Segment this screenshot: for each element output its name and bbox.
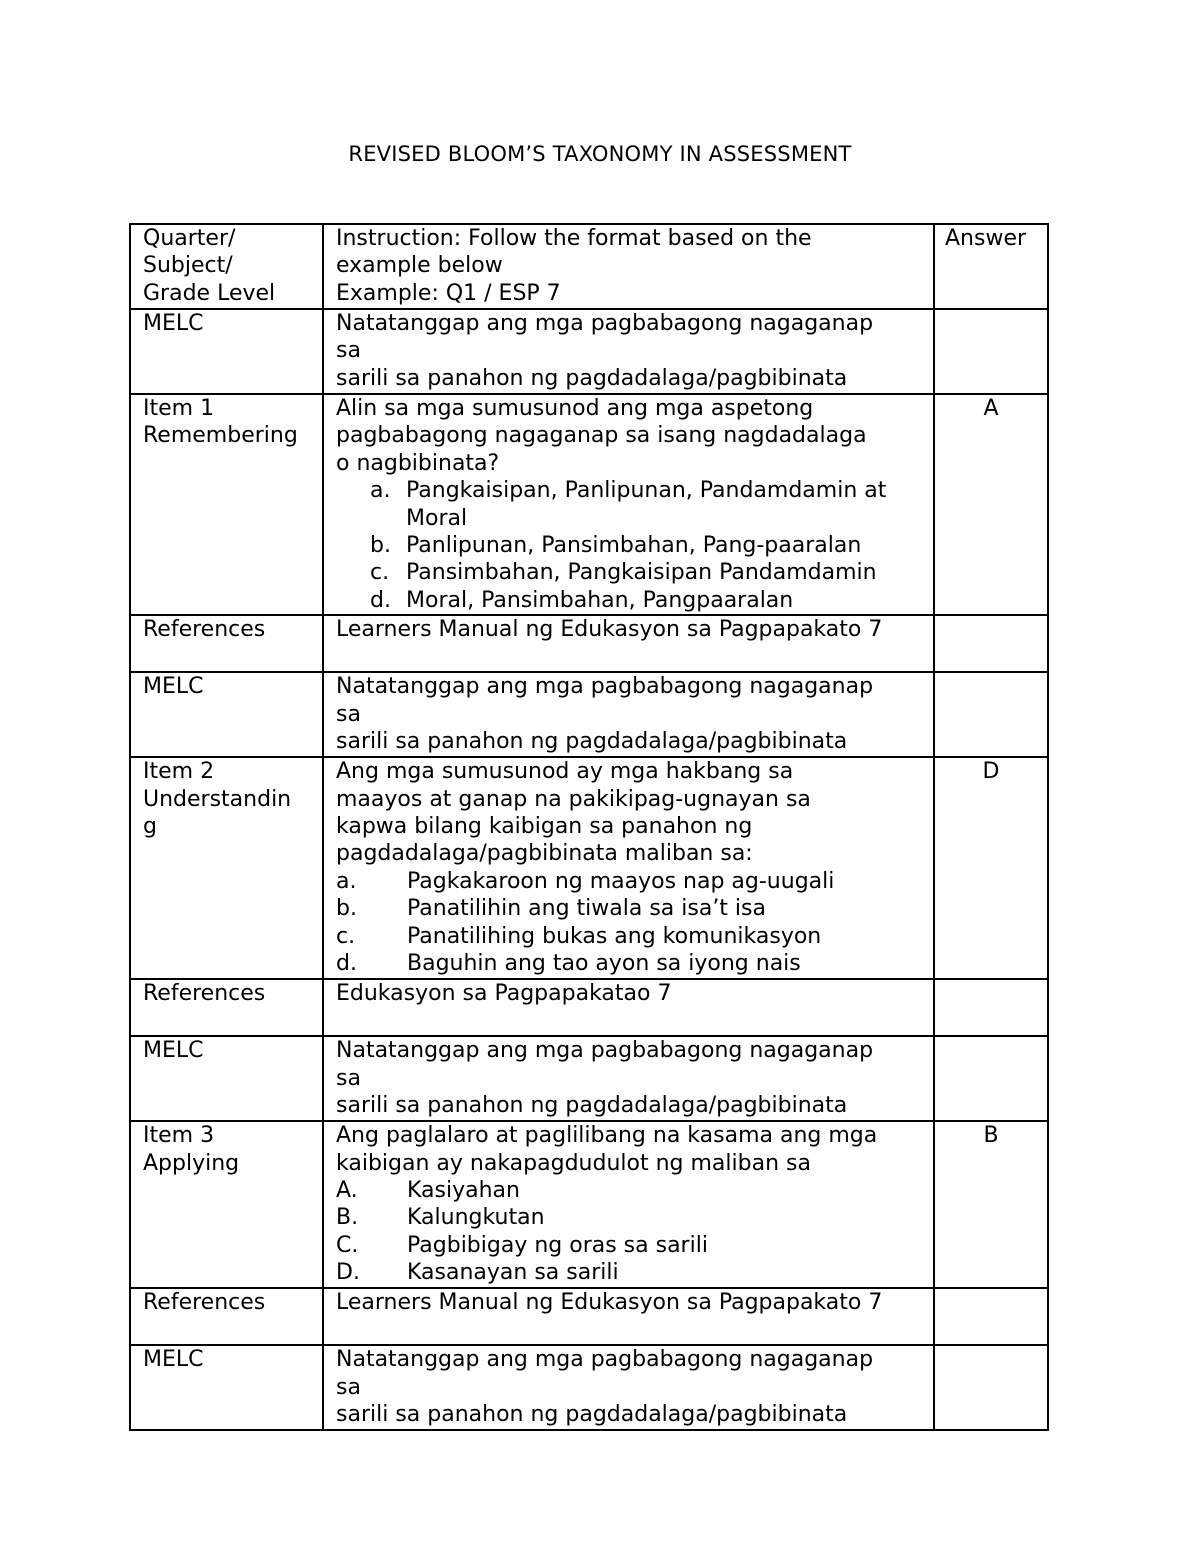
melc-line: Natatanggap ang mga pagbabagong nagaganap: [336, 311, 874, 336]
question-line: pagbabagong nagaganap sa isang nagdadalaga: [336, 423, 867, 449]
question-line: kapwa bilang kaibigan sa panahon ng: [336, 814, 753, 840]
references-text: Edukasyon sa Pagpapakatao 7: [323, 979, 934, 1036]
item-number: Item 2: [143, 759, 215, 785]
item-3-answer: B: [934, 1121, 1048, 1288]
choice-list: [336, 868, 922, 978]
header-quarter-cell: [130, 224, 323, 309]
item-3-question-cell: [323, 1121, 934, 1288]
document-title: REVISED BLOOM’S TAXONOMY IN ASSESSMENT: [348, 142, 852, 166]
item-number: Item 3: [143, 1123, 215, 1149]
melc-answer-cell: [934, 1036, 1048, 1121]
item-level: Remembering: [143, 423, 298, 449]
header-answer-cell: [934, 224, 1048, 309]
choice-letter: a.: [336, 868, 357, 894]
choice-letter: C.: [336, 1232, 359, 1258]
choice-item: [336, 895, 922, 922]
references-text: Learners Manual ng Edukasyon sa Pagpapakato 7: [323, 615, 934, 672]
choice-text: Pagbibigay ng oras sa sarili: [407, 1232, 708, 1258]
melc-row: [130, 672, 1048, 757]
choice-text: Baguhin ang tao ayon sa iyong nais: [407, 951, 801, 977]
item-1-row: [130, 394, 1048, 615]
item-1-answer: A: [934, 394, 1048, 615]
choice-text: Kasanayan sa sarili: [407, 1260, 619, 1286]
melc-line: sarili sa panahon ng pagdadalaga/pagbibinata: [336, 1093, 848, 1119]
choice-letter: d.: [370, 587, 391, 613]
choice-item: [336, 1177, 922, 1204]
item-2-label-cell: [130, 757, 323, 979]
melc-text-cell: [323, 309, 934, 394]
choice-letter: c.: [370, 560, 390, 586]
choice-item: [336, 868, 922, 895]
melc-line: sarili sa panahon ng pagdadalaga/pagbibinata: [336, 729, 848, 755]
item-3-label-cell: [130, 1121, 323, 1288]
melc-answer-cell: [934, 309, 1048, 394]
question-line: Ang paglalaro at paglilibang na kasama ang mga: [336, 1123, 878, 1149]
melc-line: Natatanggap ang mga pagbabagong nagaganap: [336, 674, 874, 700]
item-level: Applying: [143, 1150, 240, 1176]
choice-text: Kasiyahan: [407, 1178, 520, 1204]
choice-text: Panatilihin ang tiwala sa isa’t isa: [407, 896, 766, 922]
item-3-row: [130, 1121, 1048, 1288]
melc-label: MELC: [130, 1345, 323, 1430]
melc-row: [130, 1036, 1048, 1121]
choice-item: [336, 1232, 922, 1259]
references-answer-cell: [934, 979, 1048, 1036]
melc-text-cell: [323, 1036, 934, 1121]
choice-item: [370, 477, 922, 532]
choice-letter: d.: [336, 951, 357, 977]
choice-item: [336, 923, 922, 950]
choice-letter: B.: [336, 1205, 359, 1231]
item-number: Item 1: [143, 396, 215, 421]
melc-line: sarili sa panahon ng pagdadalaga/pagbibinata: [336, 1402, 848, 1428]
melc-text-cell: [323, 672, 934, 757]
melc-label: MELC: [130, 672, 323, 757]
question-line: pagdadalaga/pagbibinata maliban sa:: [336, 841, 753, 867]
instruction-line: example below: [336, 253, 503, 279]
item-level: Understandin: [143, 786, 292, 812]
choice-text: Moral, Pansimbahan, Pangpaaralan: [406, 587, 794, 613]
choice-letter: D.: [336, 1260, 360, 1286]
references-label: References: [130, 979, 323, 1036]
melc-row: [130, 309, 1048, 394]
references-answer-cell: [934, 615, 1048, 672]
header-instruction-cell: [323, 224, 934, 309]
question-line: Alin sa mga sumusunod ang mga aspetong: [336, 396, 814, 421]
choice-text: Pansimbahan, Pangkaisipan Pandamdamin: [406, 560, 877, 586]
choice-text: Pagkakaroon ng maayos nap ag-uugali: [407, 868, 835, 894]
question-line: maayos at ganap na pakikipag-ugnayan sa: [336, 786, 811, 812]
melc-text-cell: [323, 1345, 934, 1430]
melc-line: sarili sa panahon ng pagdadalaga/pagbibinata: [336, 365, 848, 391]
melc-line: Natatanggap ang mga pagbabagong nagaganap: [336, 1347, 874, 1373]
references-text: Learners Manual ng Edukasyon sa Pagpapakato 7: [323, 1288, 934, 1345]
references-label: References: [130, 615, 323, 672]
header-label-line: Quarter/: [143, 226, 236, 251]
melc-line: sa: [336, 1374, 361, 1400]
choice-list: [336, 477, 922, 614]
question-line: kaibigan ay nakapagdudulot ng maliban sa: [336, 1150, 811, 1176]
choice-item: [336, 1204, 922, 1231]
question-line: o nagbibinata?: [336, 450, 500, 476]
item-level: g: [143, 814, 157, 840]
melc-answer-cell: [934, 1345, 1048, 1430]
question-line: Ang mga sumusunod ay mga hakbang sa: [336, 759, 794, 785]
item-2-row: [130, 757, 1048, 979]
melc-line: sa: [336, 338, 361, 364]
choice-letter: a.: [370, 478, 391, 504]
item-2-answer: D: [934, 757, 1048, 979]
header-label-line: Subject/: [143, 253, 233, 279]
melc-label: MELC: [130, 1036, 323, 1121]
table-header-row: [130, 224, 1048, 309]
header-label-line: Grade Level: [143, 280, 276, 306]
item-1-question-cell: [323, 394, 934, 615]
melc-row: [130, 1345, 1048, 1430]
choice-letter: c.: [336, 923, 356, 949]
instruction-example: Example: Q1 / ESP 7: [336, 280, 561, 306]
choice-letter: b.: [370, 533, 391, 559]
choice-list: [336, 1177, 922, 1287]
melc-label: MELC: [130, 309, 323, 394]
references-answer-cell: [934, 1288, 1048, 1345]
choice-letter: A.: [336, 1178, 358, 1204]
choice-item: [370, 532, 922, 559]
choice-text: Kalungkutan: [407, 1205, 545, 1231]
melc-line: sa: [336, 1065, 361, 1091]
choice-text: Panlipunan, Pansimbahan, Pang-paaralan: [406, 533, 862, 559]
choice-text: Pangkaisipan, Panlipunan, Pandamdamin at Moral: [406, 478, 887, 531]
assessment-table: [129, 223, 1049, 1431]
melc-line: sa: [336, 701, 361, 727]
references-label: References: [130, 1288, 323, 1345]
choice-item: [370, 559, 922, 586]
references-row: [130, 979, 1048, 1036]
choice-item: [336, 1259, 922, 1286]
choice-item: [370, 587, 922, 614]
choice-letter: b.: [336, 896, 357, 922]
references-row: [130, 615, 1048, 672]
melc-answer-cell: [934, 672, 1048, 757]
references-row: [130, 1288, 1048, 1345]
answer-header-label: Answer: [945, 226, 1027, 251]
choice-item: [336, 950, 922, 977]
melc-line: Natatanggap ang mga pagbabagong nagaganap: [336, 1038, 874, 1064]
choice-text: Panatilihing bukas ang komunikasyon: [407, 923, 822, 949]
item-1-label-cell: [130, 394, 323, 615]
instruction-line: Instruction: Follow the format based on the: [336, 226, 812, 251]
item-2-question-cell: [323, 757, 934, 979]
